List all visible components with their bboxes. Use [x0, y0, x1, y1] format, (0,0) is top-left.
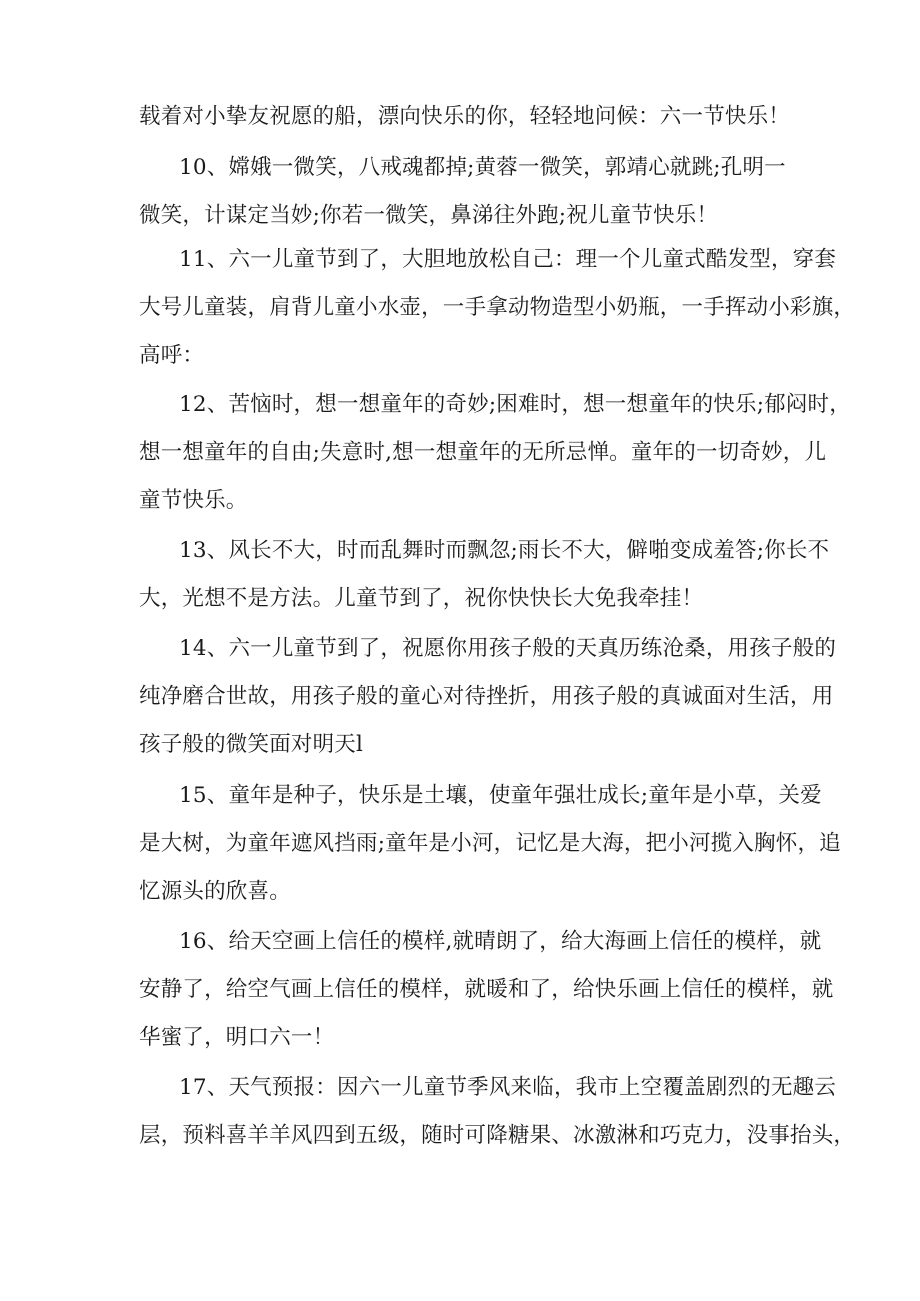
paragraph-11 [139, 236, 856, 380]
paragraph-16 [139, 918, 834, 1062]
text-line: 纯净磨合世故，用孩子般的童心对待挫折，用孩子般的真诚面对生活，用 [139, 684, 834, 709]
text-line: 15、童年是种子，快乐是土壤，使童年强壮成长;童年是小草，关爱 [179, 783, 822, 808]
paragraph-13 [139, 527, 830, 623]
text-line: 大，光想不是方法。儿童节到了，祝你快快长大免我牵挂！ [139, 586, 704, 611]
text-line: 华蜜了，明口六一！ [139, 1025, 335, 1050]
paragraph-intro [139, 93, 789, 141]
text-line: 11、六一儿童节到了，大胆地放松自己：理一个儿童式酷发型，穿套 [179, 247, 837, 272]
text-line: 10、嫦娥一微笑，八戒魂都掉;黄蓉一微笑，郭靖心就跳;孔明一 [179, 155, 786, 180]
text-line: 是大树，为童年遮风挡雨;童年是小河，记忆是大海，把小河揽入胸怀，追 [139, 831, 841, 856]
text-line: 16、给天空画上信任的模样,就晴朗了，给大海画上信任的模样，就 [179, 929, 822, 954]
text-line: 12、苦恼时，想一想童年的奇妙;困难时，想一想童年的快乐;郁闷时， [179, 392, 851, 417]
text-line: 层，预料喜羊羊风四到五级，随时可降糖果、冰激淋和巧克力，没事抬头， [139, 1123, 856, 1148]
text-line: 童节快乐。 [139, 488, 248, 513]
text-line: 微笑，计谋定当妙;你若一微笑，鼻涕往外跑;祝儿童节快乐！ [139, 203, 719, 228]
paragraph-17 [139, 1064, 856, 1160]
paragraph-12 [139, 381, 851, 525]
paragraph-15 [139, 772, 841, 916]
paragraph-14 [139, 625, 837, 769]
text-line: 14、六一儿童节到了，祝愿你用孩子般的天真历练沧桑，用孩子般的 [179, 636, 837, 661]
text-line: 忆源头的欣喜。 [139, 879, 291, 904]
paragraph-10 [139, 144, 789, 240]
text-line: 想一想童年的自由;失意时,想一想童年的无所忌惮。童年的一切奇妙，儿 [139, 440, 827, 465]
text-line: 17、天气预报：因六一儿童节季风来临，我市上空覆盖剧烈的无趣云 [179, 1075, 837, 1100]
text-line: 孩子般的微笑面对明天l [139, 732, 364, 757]
text-line: 安静了，给空气画上信任的模样，就暖和了，给快乐画上信任的模样，就 [139, 977, 834, 1002]
text-line: 大号儿童装，肩背儿童小水壶，一手拿动物造型小奶瓶，一手挥动小彩旗， [139, 295, 856, 320]
text-line: 载着对小挚友祝愿的船，漂向快乐的你，轻轻地问候：六一节快乐！ [139, 104, 791, 129]
text-line: 13、风长不大，时而乱舞时而飘忽;雨长不大，僻啪变成羞答;你长不 [179, 538, 830, 563]
text-line: 高呼： [139, 343, 205, 368]
